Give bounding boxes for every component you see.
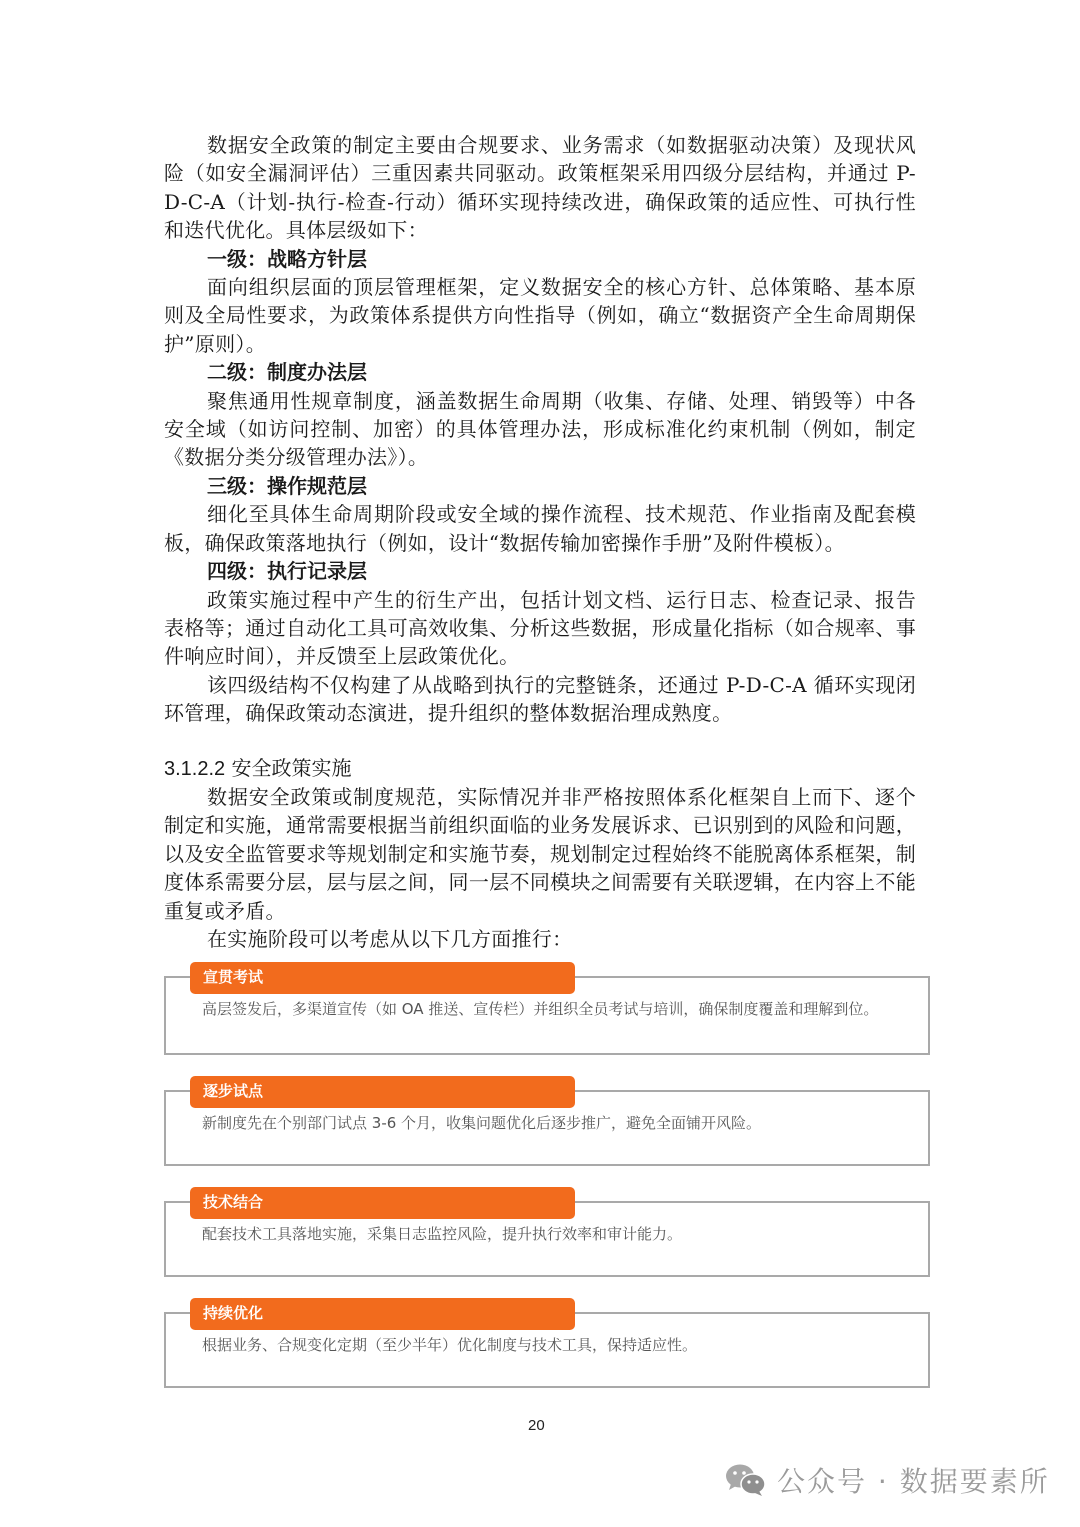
level-3-heading: 三级：操作规范层: [207, 473, 367, 498]
card-tag: 逐步试点: [190, 1076, 575, 1108]
card-text: 新制度先在个别部门试点 3-6 个月，收集问题优化后逐步推广，避免全面铺开风险。: [202, 1114, 762, 1132]
card-text: 根据业务、合规变化定期（至少半年）优化制度与技术工具，保持适应性。: [202, 1336, 698, 1354]
card-tag: 宣贯考试: [190, 962, 575, 994]
card-text: 配套技术工具落地实施，采集日志监控风险，提升执行效率和审计能力。: [202, 1225, 683, 1243]
document-body: [164, 131, 916, 953]
level-4-body: 政策实施过程中产生的衍生产出，包括计划文档、运行日志、检查记录、报告表格等；通过自动化工具可高效收集、分析这些数据，形成量化指标（如合规率、事件响应时间），并反馈至上层政策优化。: [164, 587, 916, 669]
section-title: 安全政策实施: [231, 755, 352, 780]
card-tag: 持续优化: [190, 1298, 575, 1330]
section-heading: [164, 754, 916, 783]
level-1-body: 面向组织层面的顶层管理框架，定义数据安全的核心方针、总体策略、基本原则及全局性要求，为政策体系提供方向性指导（例如，确立“数据资产全生命周期保护”原则）。: [164, 275, 916, 356]
level-4-heading: 四级：执行记录层: [207, 559, 367, 584]
level-3-body: 细化至具体生命周期阶段或安全域的操作流程、技术规范、作业指南及配套模板，确保政策落地执行（例如，设计“数据传输加密操作手册”及附件模板）。: [164, 502, 916, 555]
watermark: [725, 1460, 1050, 1500]
level-1-heading: 一级：战略方针层: [207, 246, 367, 271]
intro-paragraph: 数据安全政策的制定主要由合规要求、业务需求（如数据驱动决策）及现状风险（如安全漏洞评估）三重因素共同驱动。政策框架采用四级分层结构，并通过 P-D-C-A（计划-执行-检查-行动）循环实现持续改进，确保政策的适应性、可执行性和迭代优化。具体层级如下：: [164, 133, 916, 243]
level-2-body: 聚焦通用性规章制度，涵盖数据生命周期（收集、存储、处理、销毁等）中各安全域（如访问控制、加密）的具体管理办法，形成标准化约束机制（例如，制定《数据分类分级管理办法》）。: [164, 388, 916, 470]
section-number: 3.1.2.2: [164, 757, 226, 780]
summary-paragraph: 该四级结构不仅构建了从战略到执行的完整链条，还通过 P-D-C-A 循环实现闭环管理，确保政策动态演进，提升组织的整体数据治理成熟度。: [164, 672, 916, 726]
section-paragraph: 数据安全政策或制度规范，实际情况并非严格按照体系化框架自上而下、逐个制定和实施，通常需要根据当前组织面临的业务发展诉求、已识别到的风险和问题，以及安全监管要求等规划制定和实施节奏，规划制定过程始终不能脱离体系框架，制度体系需要分层，层与层之间，同一层不同模块之间需要有关联逻辑，在内容上不能重复或矛盾。: [164, 784, 916, 923]
section-lead-in: 在实施阶段可以考虑从以下几方面推行：: [207, 926, 573, 951]
watermark-text: 公众号 · 数据要素所: [777, 1465, 1050, 1498]
page-number: 20: [528, 1417, 545, 1434]
wechat-icon: [725, 1463, 767, 1497]
level-2-heading: 二级：制度办法层: [207, 360, 367, 385]
card-text: 高层签发后，多渠道宣传（如 OA 推送、宣传栏）并组织全员考试与培训，确保制度覆盖和理解到位。: [202, 1000, 879, 1018]
card-tag: 技术结合: [190, 1187, 575, 1219]
